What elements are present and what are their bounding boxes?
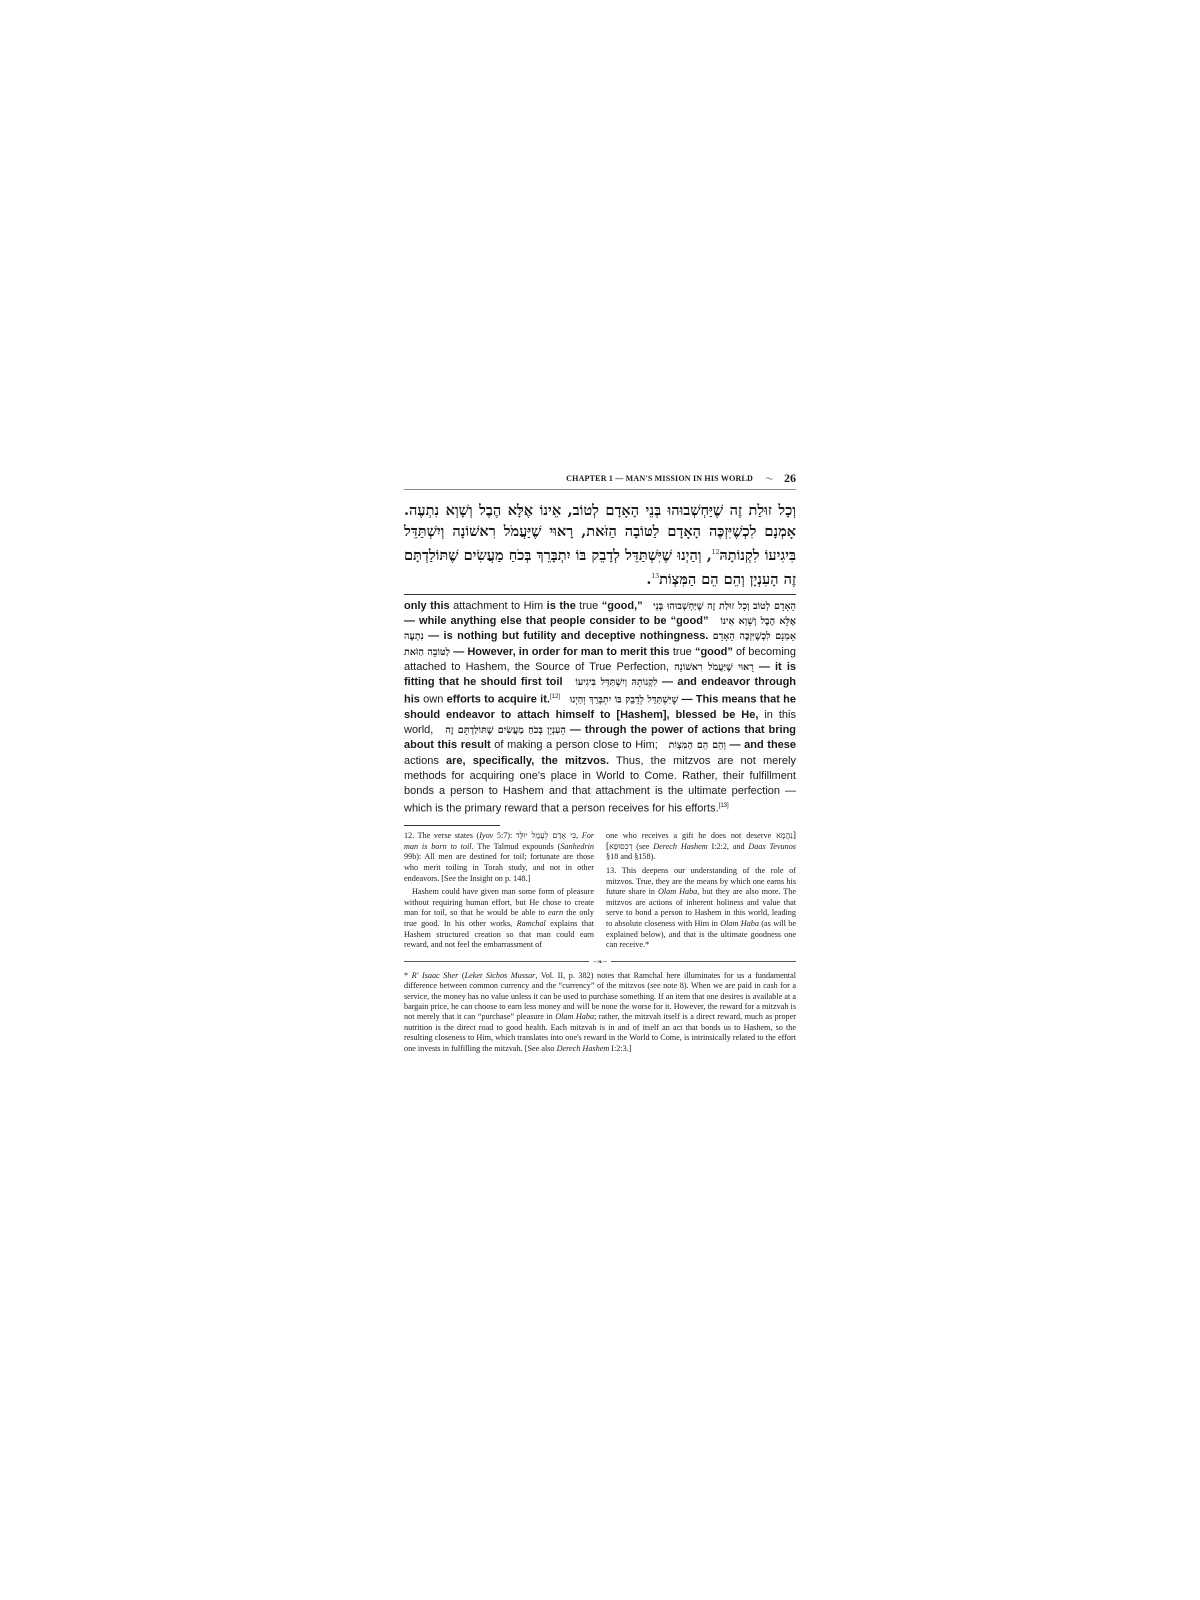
footnotes bbox=[404, 831, 796, 954]
book-page bbox=[404, 470, 796, 1054]
footnote-12-continued: Hashem could have given man some form of pleasure without requiring human effort, but He chose to create man for toil, so that he would be able to earn the only true good. In his other works, Ramchal explains that Hashem structured creation so that man could earn reward, and not feel the embarrassment of bbox=[404, 887, 594, 950]
ornament-divider bbox=[404, 958, 796, 966]
chapter-title: CHAPTER 1 — MAN'S MISSION IN HIS WORLD bbox=[566, 473, 753, 483]
footnote-12-end: one who receives a gift he does not deserve [נַהֲמָא דְכִסּוּפָא] (see Derech Hashem I:2:2, and Daas Tevunos §18 and §158). bbox=[606, 831, 796, 862]
translation-commentary: only this attachment to Him is the true “good,” וְכָל זוּלַת זֶה שֶׁיַּחְשְׁבוּהוּ בְּנֵי הָאָדָם לְטוֹב — while anything else that people consider to be “good” אֵינוֹ אֶלָּא הֶבֶל וְשָׁוְא נִתְעֶה — is nothing but futility and deceptive nothingness. אָמְנָם לִכְשֶׁיִּזְכֶּה הָאָדָם לַטּוֹבָה הַזֹּאת — However, in order for man to merit this true “good” of becoming attached to Hashem, the Source of True Perfection, רָאוּי שֶׁיַּעֲמֹל רִאשׁוֹנָה — it is fitting that he should first toil וְיִשְׁתַּדֵּל בִּיגִיעוֹ לִקְנוֹתָהּ — and endeavor through his own efforts to acquire it.[12] וְהַיְנוּ שֶׁיִּשְׁתַּדֵּל לְדָבֵק בּוֹ יִתְבָּרֵךְ — This means that he should endeavor to attach himself to [Hashem], blessed be He, in this world, בְּכֹחַ מַעֲשִׂים שֶׁתּוֹלַדְתָּם זֶה הָעִנְיָן — through the power of actions that bring about this result of making a person close to Him; וְהֵם הֵם הַמִּצְוֹת — and these actions are, specifically, the mitzvos. Thus, the mitzvos are not merely methods for acquiring one's place in World to Come. Rather, their fulfillment bonds a person to Hashem and that attachment is the ultimate perfection — which is the primary reward that a person receives for his efforts.[13] bbox=[404, 600, 797, 815]
footnote-column-left bbox=[404, 831, 594, 954]
ornament-icon: 〜 bbox=[764, 473, 774, 484]
flourish-icon: ~❧~ bbox=[592, 958, 608, 966]
running-header bbox=[404, 470, 796, 490]
section-divider bbox=[404, 594, 796, 595]
footnote-divider bbox=[404, 825, 500, 826]
footnote-column-right bbox=[606, 831, 796, 954]
page-number: 26 bbox=[784, 470, 796, 485]
asterisk-note: * R' Isaac Sher (Leket Sichos Mussar, Vol. II, p. 382) notes that Ramchal here illuminates for us a fundamental difference between common currency and the “currency” of the mitzvos (see note 8). When we are paid in cash for a service, the money has no value unless it can be used to purchase something. If an item that one desires is available at a bargain price, he can choose to earn less money and will be none the worse for it. However, the reward for a mitzvah is not merely that it can “purchase” pleasure in Olam Haba; rather, the mitzvah itself is a direct reward, much as proper nutrition is the direct road to good health. Each mitzvah is in and of itself an act that bonds us to Hashem, so the resulting closeness to Him, which translates into one's reward in the World to Come, is intrinsically related to the effort one invests in fulfilling the mitzvah. [See also Derech Hashem I:2:3.] bbox=[404, 970, 796, 1053]
footnote-13: 13. This deepens our understanding of the role of mitzvos. True, they are the means by which one earns his future share in Olam Haba, but they are also more. The mitzvos are actions of inherent holiness and value that serve to bond a person to Hashem in this world, leading to absolute closeness with Him in Olam Haba (as will be explained below), and that is the ultimate goodness one can receive.* bbox=[606, 865, 797, 950]
footnote-12: 12. The verse states (Iyov 5:7): כִּי אָדָם לְעָמָל יוּלָּד, For man is born to toil. The Talmud expounds (Sanhedrin 99b): All men are destined for toil; fortunate are those who merit toiling in Torah study, and not in other endeavors. [See the Insight on p. 148.] bbox=[404, 831, 594, 883]
hebrew-source-text: וְכָל זוּלַת זֶה שֶׁיַּחְשְׁבוּהוּ בְּנֵי הָאָדָם לְטוֹב, אֵינוֹ אֶלָּא הֶבֶל וְשָׁוְא נִתְעֶה. אָמְנָם לִכְשֶׁיִּזְכֶּה הָאָדָם לַטּוֹבָה הַזֹּאת, רָאוּי שֶׁיַּעֲמֹל רִאשׁוֹנָה וְיִשְׁתַּדֵּל בִּיגִיעוֹ לִקְנוֹתָהּ$^{12}$, וְהַיְנוּ שֶׁיִּשְׁתַּדֵּל לְדָבֵק בּוֹ יִתְבָּרֵךְ בְּכֹחַ מַעֲשִׂים שֶׁתּוֹלַדְתָּם זֶה הָעִנְיָן וְהֵם הֵם הַמִּצְוֹת$^{13}$. bbox=[404, 502, 797, 588]
